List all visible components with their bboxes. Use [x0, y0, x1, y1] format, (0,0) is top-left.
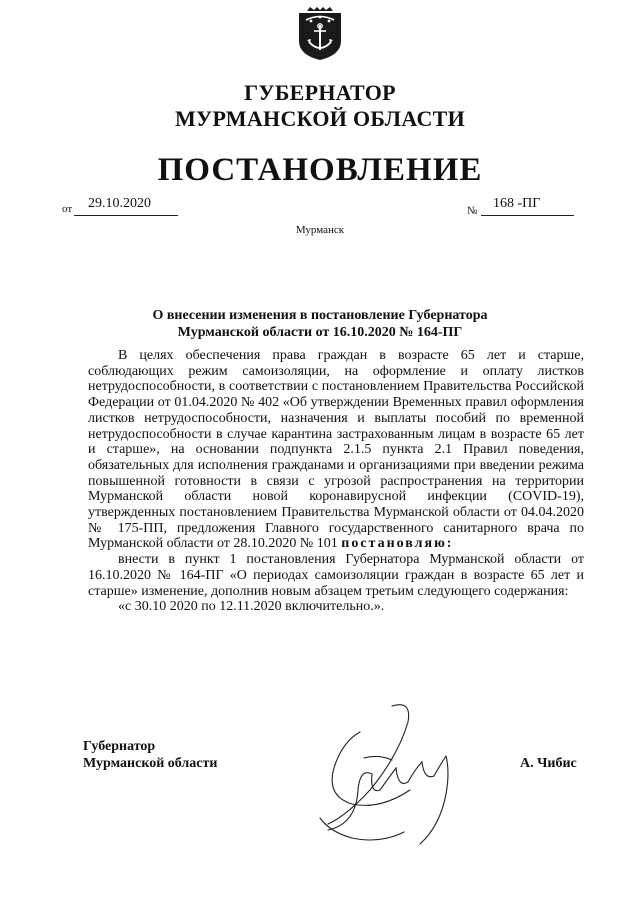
coat-of-arms-emblem: [297, 7, 343, 61]
signatory-title-line1: Губернатор: [83, 739, 156, 754]
signatory-name: А. Чибис: [520, 756, 577, 771]
signatory-title: [83, 738, 217, 772]
org-name-line2: МУРМАНСКОЙ ОБЛАСТИ: [174, 106, 466, 131]
body-paragraph-3: «с 30.10 2020 по 12.11.2020 включительно.».: [118, 599, 385, 615]
body-paragraph-1: [88, 348, 584, 552]
subject-line2: Мурманской области от 16.10.2020 № 164-ПГ: [177, 325, 463, 340]
document-number: 168 -ПГ: [493, 196, 541, 211]
resolve-keyword: постановляю:: [341, 536, 454, 552]
document-type-title: ПОСТАНОВЛЕНИЕ: [157, 152, 483, 188]
para1-text: В целях обеспечения права граждан в возрасте 65 лет и старше, соблюдающих режим самоизоляции, на оформление и оплату листков нетрудоспособности, в соответствии с постановлением Правительства Российской Федерации от 01.04.2020 № 402 «Об утверждении Временных правил оформления листков нетрудоспособности, назначения и выплаты пособий по временной нетрудоспособности в случае карантина застрахованным лицам в возрасте 65 лет и старше», на основании подпункта 2.1.5 пункта 2.1 Правил поведения, обязательных для исполнения гражданами и организациями при введении режима повышенной готовности в связи с угрозой распространения на территории Мурманской области новой коронавирусной инфекции (COVID-19), утвержденных постановлением Правительства Мурманской области от 04.04.2020 № 175-ПП, предложения Главного государственного санитарного врача по Мурманской области от 28.10.2020 № 101: [88, 348, 584, 552]
number-prefix: №: [467, 205, 478, 217]
body-paragraph-2: внести в пункт 1 постановления Губернатора Мурманской области от 16.10.2020 № 164-ПГ «О периодах самоизоляции граждан в возрасте 65 лет и старше» изменение, дополнив новым абзацем третьим следующего содержания:: [88, 552, 584, 599]
document-body: [88, 348, 584, 615]
city-name: Мурманск: [295, 224, 345, 236]
signatory-title-line2: Мурманской области: [83, 756, 218, 771]
document-date: 29.10.2020: [88, 196, 151, 211]
document-subject: [0, 307, 640, 341]
handwritten-signature: [300, 698, 480, 848]
date-prefix: от: [62, 203, 73, 215]
subject-line1: О внесении изменения в постановление Губернатора: [152, 308, 488, 323]
org-name-line1: ГУБЕРНАТОР: [244, 80, 396, 105]
